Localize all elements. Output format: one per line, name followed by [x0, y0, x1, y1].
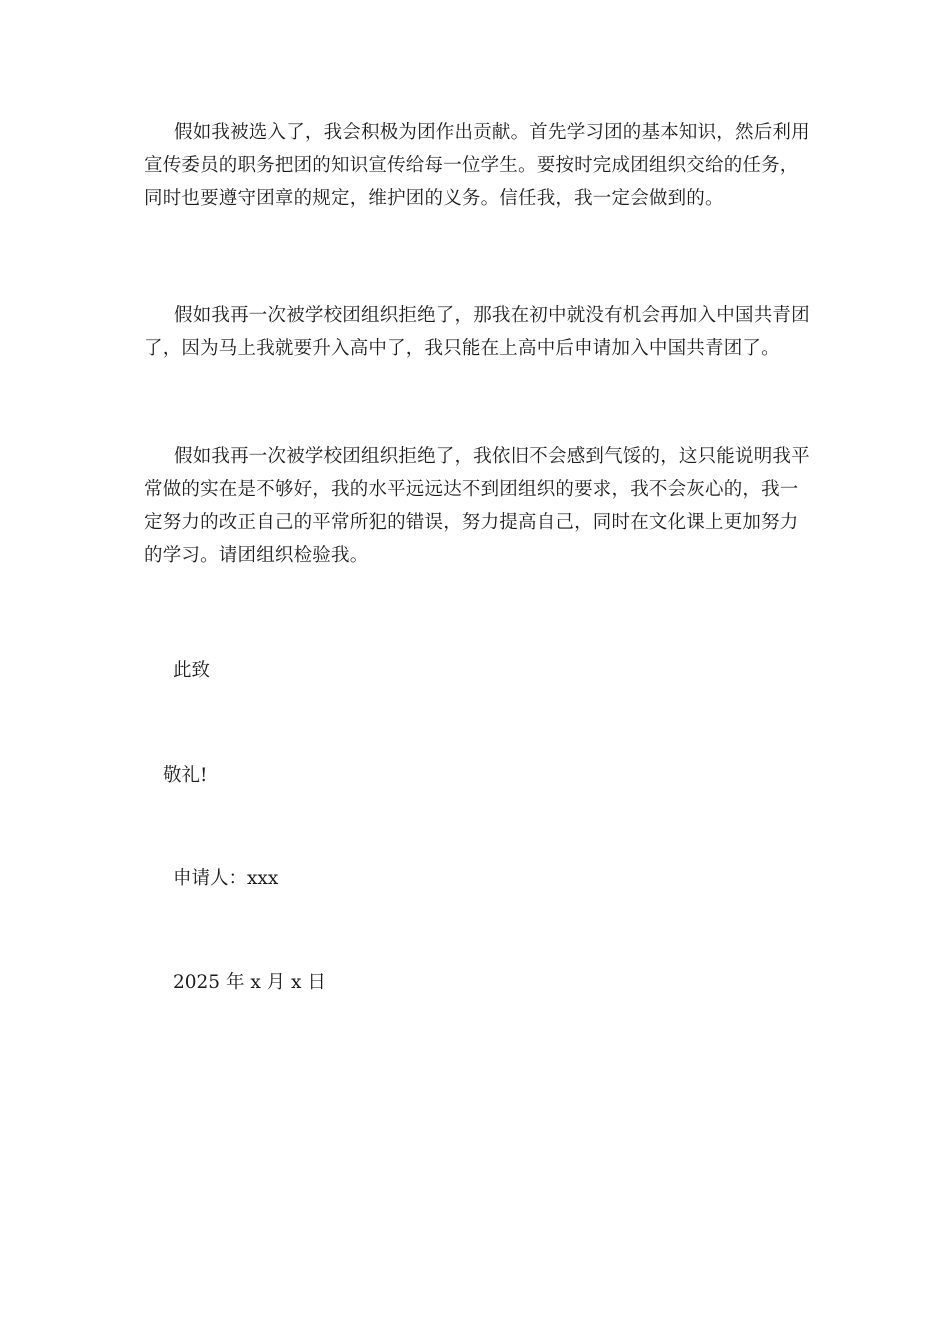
salutation: 敬礼! [163, 765, 208, 786]
body-paragraph-3: 假如我再一次被学校团组织拒绝了，我依旧不会感到气馁的，这只能说明我平常做的实在是不够好，我的水平远远达不到团组织的要求，我不会灰心的，我一定努力的改正自己的平常所犯的错误，努力提高自己，同时在文化课上更加努力的学习。请团组织检验我。 [144, 446, 810, 566]
closing-phrase: 此致 [173, 660, 211, 681]
body-paragraph-2: 假如我再一次被学校团组织拒绝了，那我在初中就没有机会再加入中国共青团了，因为马上我就要升入高中了，我只能在上高中后申请加入中国共青团了。 [144, 305, 810, 359]
body-paragraph-1: 假如我被选入了，我会积极为团作出贡献。首先学习团的基本知识，然后利用宣传委员的职务把团的知识宣传给每一位学生。要按时完成团组织交给的任务，同时也要遵守团章的规定，维护团的义务。信任我，我一定会做到的。 [144, 122, 810, 209]
applicant-signature: 申请人：xxx [173, 868, 279, 889]
letter-date: 2025 年 x 月 x 日 [173, 972, 326, 993]
